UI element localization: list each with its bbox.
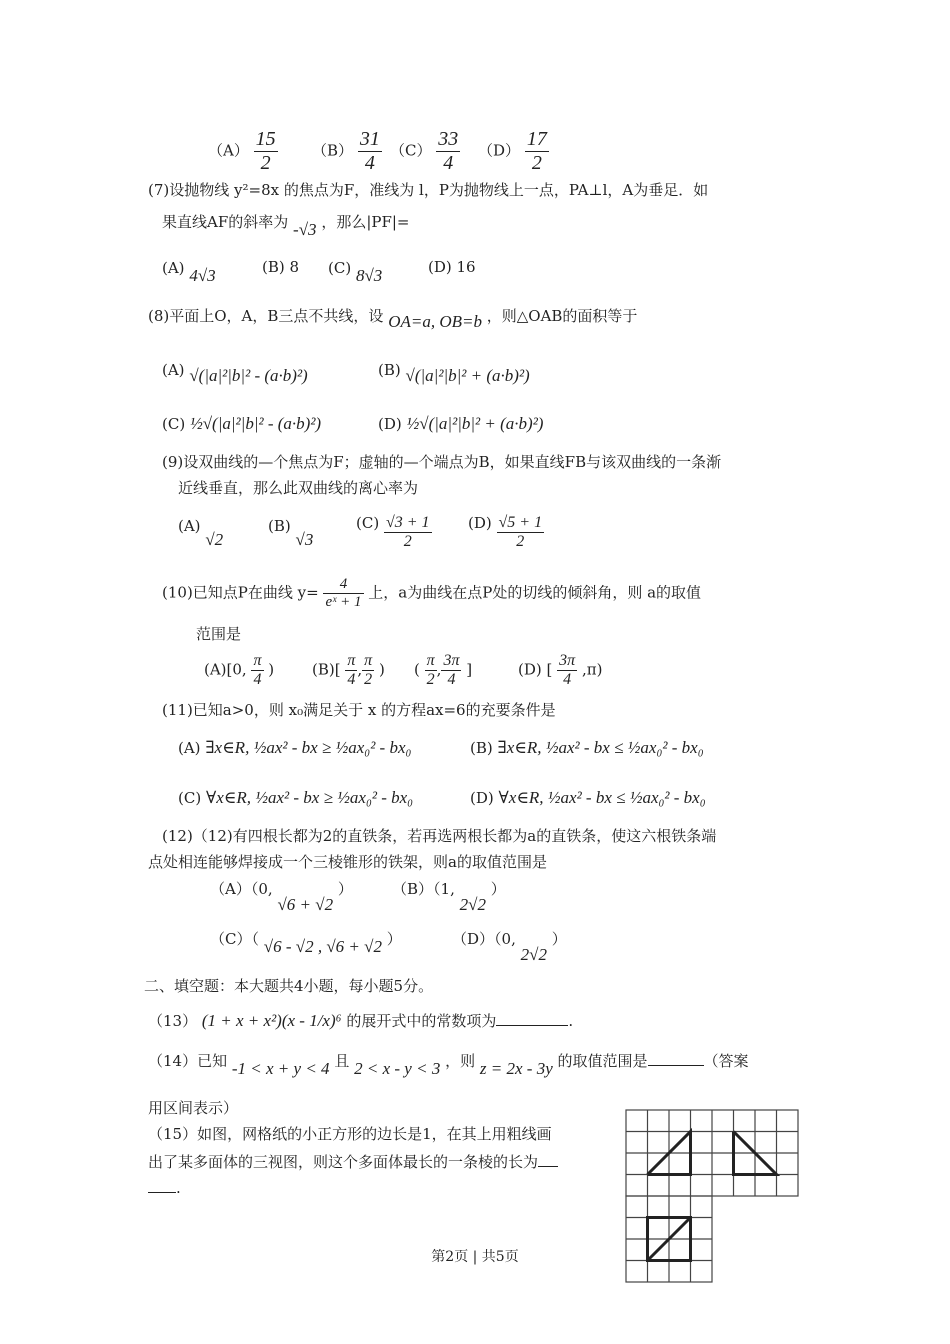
q7-text-line1: (7)设抛物线 y²=8x 的焦点为F，准线为 l，P为抛物线上一点，PA⊥l，A为垂足．如: [148, 181, 709, 199]
q15-text-line3: .: [148, 1178, 181, 1198]
q15-text-line2: 出了某多面体的三视图，则这个多面体最长的一条棱的长为: [148, 1152, 558, 1172]
q11-option-a: (A) ∃x∈R, ½ax² - bx ≥ ½ax₀² - bx₀: [178, 738, 412, 757]
q12-text-line1: (12)（12)有四根长都为2的直铁条，若再选两根长都为a的直铁条，使这六根铁条端: [162, 827, 717, 845]
q8-text-line1: (8)平面上O，A，B三点不共线，设 OA=a, OB=b ，则△OAB的面积等于: [148, 307, 638, 331]
q7-option-c: (C) 8√3: [328, 259, 383, 285]
q7-text-line2: 果直线AF的斜率为 -√3 ，那么|PF|=: [162, 213, 410, 239]
q14-text-line2: 用区间表示）: [148, 1099, 239, 1117]
q10-option-b: (B)[ $\frac{\pi}{4}$ , $\frac{\pi}{2}$ ): [312, 652, 385, 688]
q12-option-a: （A）（0, √6 + √2 ）: [210, 880, 353, 914]
q11-text-line1: (11)已知a>0，则 x₀满足关于 x 的方程ax=6的充要条件是: [162, 701, 556, 719]
q9-option-b: (B) √3: [268, 517, 314, 549]
q15-text-line1: （15）如图，网格纸的小正方形的边长是1，在其上用粗线画: [148, 1125, 552, 1143]
q10-option-d: (D) [ $\frac{3\pi}{4}$ ,π): [518, 652, 603, 688]
q10-text-line1: (10)已知点P在曲线 y= $\frac{4}{\text{eˣ + 1}}$ 上，a为曲线在点P处的切线的倾斜角，则 a的取值: [162, 576, 702, 610]
q9-option-d: (D) $\frac{√5 + 1}{2}$: [468, 514, 543, 550]
q12-text-line2: 点处相连能够焊接成一个三棱锥形的铁架，则a的取值范围是: [148, 853, 547, 871]
section2-heading: 二、填空题：本大题共4小题，每小题5分。: [144, 977, 434, 995]
q12-option-d: （D）（0, 2√2 ）: [452, 930, 567, 964]
q8-option-b: (B) √(|a|²|b|² + (a·b)²): [378, 361, 530, 385]
q11-option-b: (B) ∃x∈R, ½ax² - bx ≤ ½ax₀² - bx₀: [470, 738, 704, 757]
q7-option-d: (D) 16: [428, 258, 476, 276]
q14-text: （14）已知 -1 < x + y < 4 且 2 < x - y < 3 ，则 z = 2x - 3y 的取值范围是 （答案: [148, 1052, 749, 1078]
q13-text: （13） (1 + x + x²)(x - 1/x)⁶ 的展开式中的常数项为 .: [148, 1011, 574, 1030]
q8-option-a: (A) √(|a|²|b|² - (a·b)²): [162, 361, 308, 385]
q11-option-c: (C) ∀x∈R, ½ax² - bx ≥ ½ax₀² - bx₀: [178, 788, 414, 807]
q12-option-c: （C）（ √6 - √2 , √6 + √2 ）: [210, 930, 402, 956]
upper-grid: [626, 1110, 798, 1196]
q9-option-a: (A) √2: [178, 517, 224, 549]
q6-option-c: （C） $\frac{33}{4}$: [390, 128, 459, 174]
q10-text-line2: 范围是: [196, 625, 242, 643]
q10-option-a: (A)[0, $\frac{\pi}{4}$ ): [204, 652, 275, 688]
q11-option-d: (D) ∀x∈R, ½ax² - bx ≤ ½ax₀² - bx₀: [470, 788, 706, 807]
q13-answer-blank: [496, 1011, 568, 1026]
q7-slope: -√3: [293, 220, 317, 239]
q7-option-a: (A) 4√3: [162, 259, 216, 285]
q8-option-d: (D) ½√(|a|²|b|² + (a·b)²): [378, 414, 544, 433]
q9-option-c: (C) $\frac{√3 + 1}{2}$: [356, 514, 430, 550]
q8-option-c: (C) ½√(|a|²|b|² - (a·b)²): [162, 414, 322, 433]
q6-option-a: （A） $\frac{15}{2}$: [208, 128, 276, 174]
page-footer: 第2页 | 共5页: [431, 1249, 519, 1265]
q6-option-b: （B） $\frac{31}{4}$: [312, 128, 380, 174]
q8-vectors: OA=a, OB=b: [388, 312, 482, 331]
q14-answer-blank: [648, 1051, 704, 1066]
q6-option-d: （D） $\frac{17}{2}$: [478, 128, 547, 174]
q9-text-line2: 近线垂直，那么此双曲线的离心率为: [178, 479, 419, 497]
q9-text-line1: (9)设双曲线的—个焦点为F；虚轴的—个端点为B，如果直线FB与该双曲线的一条渐: [162, 453, 722, 471]
q10-option-c: ( $\frac{\pi}{2}$ , $\frac{3\pi}{4}$ ]: [414, 652, 473, 688]
q12-option-b: （B）（1, 2√2 ）: [392, 880, 506, 914]
q7-option-b: (B) 8: [262, 258, 300, 276]
